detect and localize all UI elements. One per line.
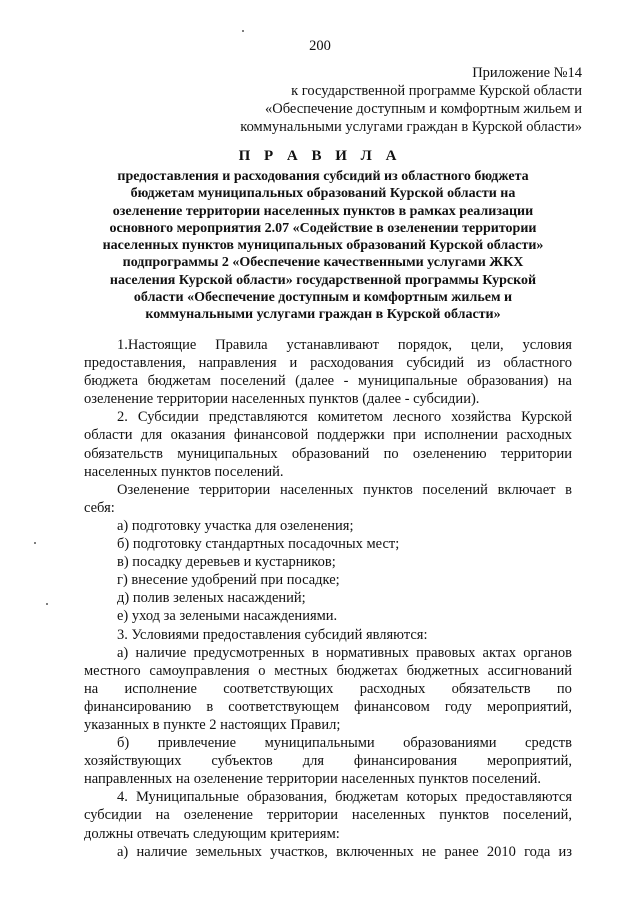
list-item: а) подготовку участка для озеленения;	[117, 517, 354, 534]
paragraph-line	[84, 680, 572, 698]
word: образованиями	[403, 735, 497, 752]
subtitle-line: области «Обеспечение доступным и комфортным жильем и	[133, 290, 513, 306]
paragraph-6	[84, 734, 572, 788]
paragraph-line: Озеленение территории населенных пунктов поселений включает в	[117, 481, 572, 498]
list-item: е) уход за зелеными насаждениями.	[117, 608, 338, 625]
word: цели,	[470, 337, 504, 353]
subtitle-line: бюджетам муниципальных образований Курской области на	[130, 186, 516, 202]
word: 1.Настоящие	[117, 337, 197, 353]
paragraph-line: обязательств муниципальных образований по озеленению территории	[84, 445, 572, 462]
list-item: в) посадку деревьев и кустарников;	[117, 554, 336, 571]
word: устанавливают	[286, 337, 379, 353]
annex-header	[162, 64, 582, 136]
word: порядок,	[397, 337, 453, 353]
document-subtitle	[100, 168, 546, 324]
word: исполнение	[124, 680, 197, 697]
scan-speck	[34, 542, 36, 544]
paragraph-4: 3. Условиями предоставления субсидий являются:	[117, 626, 428, 643]
paragraph-line: бюджета бюджетам поселений (далее - муниципальные образования) на	[84, 373, 572, 390]
subtitle-line: населения Курской области» государственной программы Курской	[109, 272, 537, 288]
word: муниципальными	[264, 735, 375, 752]
word: финансирования	[353, 753, 458, 770]
paragraph-3	[84, 481, 572, 517]
page-number: 200	[309, 38, 331, 54]
annex-line: к государственной программе Курской области	[291, 83, 582, 99]
word: на	[84, 680, 99, 697]
paragraph-line: местного самоуправления о местных бюджетах бюджетных ассигнований	[84, 662, 572, 679]
scan-speck	[46, 603, 48, 605]
word: по	[556, 680, 572, 697]
paragraph-line: субсидии на озеленение территории населенных пунктов поселений,	[84, 807, 572, 824]
annex-line: «Обеспечение доступным и комфортным жильем и	[265, 101, 582, 117]
paragraph-line	[84, 336, 572, 354]
document-title: П Р А В И Л А	[238, 148, 402, 164]
word: субъектов	[211, 753, 273, 770]
paragraph-line: 2. Субсидии представляются комитетом лесного хозяйства Курской	[117, 409, 572, 426]
word: б)	[117, 735, 130, 752]
word: условия	[522, 337, 572, 353]
paragraph-line: озеленение территории населенных пунктов (далее - субсидии).	[84, 391, 480, 408]
paragraph-line: предоставления, направления и расходования субсидий из областного	[84, 355, 572, 372]
paragraph-7	[84, 788, 572, 842]
word: соответствующих	[223, 680, 334, 697]
subtitle-line: предоставления и расходования субсидий из областного бюджета	[117, 169, 529, 184]
paragraph-line	[84, 752, 572, 770]
word: для	[302, 753, 324, 770]
subtitle-line: подпрограммы 2 «Обеспечение качественными услугами ЖКХ	[122, 255, 524, 271]
subtitle-line: основного мероприятия 2.07 «Содействие в озеленении территории	[109, 220, 537, 236]
document-body	[84, 336, 572, 861]
paragraph-1	[84, 336, 572, 408]
word: расходных	[359, 680, 426, 697]
paragraph-2	[84, 408, 572, 480]
paragraph-line: а) наличие предусмотренных в нормативных правовых актах органов	[117, 644, 572, 661]
list-item: д) полив зеленых насаждений;	[117, 590, 306, 607]
subtitle-line: населенных пунктов муниципальных образований Курской области»	[102, 238, 544, 254]
word: обязательств	[451, 680, 531, 697]
subtitle-line: коммунальными услугами граждан в Курской области»	[145, 307, 501, 323]
paragraph-line: указанных в пункте 2 настоящих Правил;	[84, 716, 341, 733]
paragraph-line: себя:	[84, 499, 115, 516]
word: хозяйствующих	[84, 753, 182, 770]
paragraph-line: финансированию в соответствующем финансовом году мероприятий,	[84, 698, 572, 715]
word: привлечение	[157, 735, 237, 752]
works-list	[84, 517, 572, 626]
annex-line: коммунальными услугами граждан в Курской области»	[240, 119, 582, 135]
annex-line: Приложение №14	[472, 65, 582, 81]
paragraph-line	[84, 734, 572, 752]
paragraph-5	[84, 644, 572, 734]
paragraph-line: населенных пунктов поселений.	[84, 463, 284, 480]
paragraph-line: направленных на озеленение территории населенных пунктов поселений.	[84, 771, 541, 788]
subtitle-line: озеленение территории населенных пунктов в рамках реализации	[112, 203, 534, 219]
list-item: г) внесение удобрений при посадке;	[117, 572, 340, 589]
scan-speck	[242, 30, 244, 32]
paragraph-8: а) наличие земельных участков, включенных не ранее 2010 года из	[117, 843, 572, 860]
paragraph-line: области для оказания финансовой поддержки при исполнении расходных	[84, 427, 572, 444]
word: Правила	[215, 337, 268, 353]
word: средств	[525, 735, 572, 752]
word: мероприятий,	[486, 753, 572, 770]
list-item: б) подготовку стандартных посадочных мест;	[117, 536, 400, 553]
paragraph-line: должны отвечать следующим критериям:	[84, 825, 340, 842]
paragraph-line: 4. Муниципальные образования, бюджетам которых предоставляются	[117, 789, 572, 806]
